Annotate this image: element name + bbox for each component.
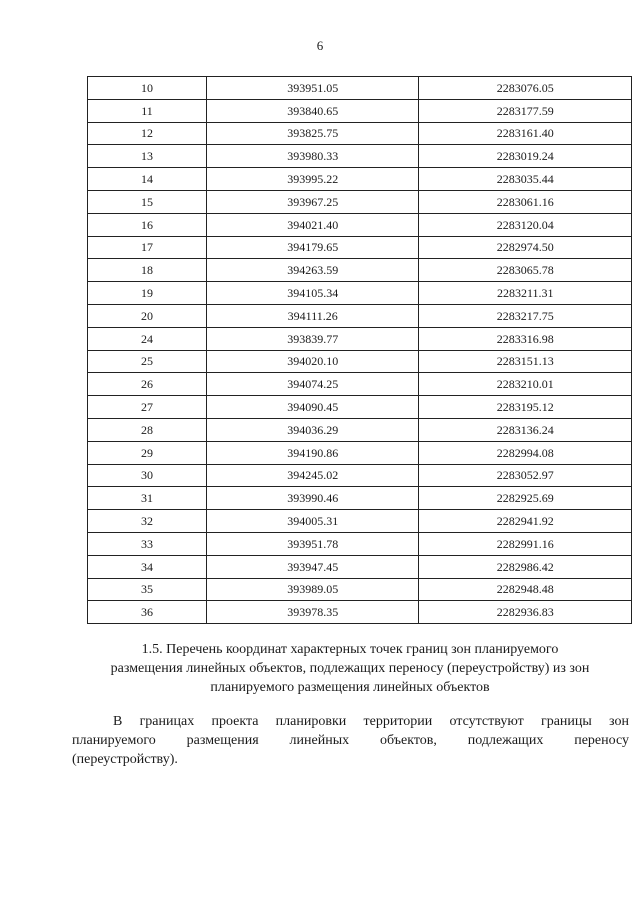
- y-coordinate-cell: 2282936.83: [419, 601, 632, 624]
- table-row: [88, 304, 632, 327]
- point-number-cell: 34: [88, 555, 207, 578]
- page-number: 6: [316, 38, 324, 53]
- x-coordinate-cell: 393995.22: [206, 168, 418, 191]
- table-row: [88, 464, 632, 487]
- table-row: [88, 236, 632, 259]
- table-row: [88, 396, 632, 419]
- y-coordinate-cell: 2282925.69: [419, 487, 632, 510]
- section-heading-line: 1.5. Перечень координат характерных точек границ зон планируемого: [141, 642, 559, 657]
- point-number-cell: 32: [88, 510, 207, 533]
- y-coordinate-cell: 2283065.78: [419, 259, 632, 282]
- table-row: [88, 373, 632, 396]
- point-number-cell: 24: [88, 327, 207, 350]
- x-coordinate-cell: 394021.40: [206, 213, 418, 236]
- table-row: [88, 168, 632, 191]
- y-coordinate-cell: 2283151.13: [419, 350, 632, 373]
- y-coordinate-cell: 2283035.44: [419, 168, 632, 191]
- x-coordinate-cell: 393989.05: [206, 578, 418, 601]
- x-coordinate-cell: 393978.35: [206, 601, 418, 624]
- x-coordinate-cell: 393980.33: [206, 145, 418, 168]
- y-coordinate-cell: 2282974.50: [419, 236, 632, 259]
- section-body-paragraph: [72, 712, 629, 769]
- table-row: [88, 213, 632, 236]
- x-coordinate-cell: 394190.86: [206, 441, 418, 464]
- point-number-cell: 26: [88, 373, 207, 396]
- y-coordinate-cell: 2282994.08: [419, 441, 632, 464]
- coordinates-table: [87, 76, 632, 624]
- point-number-cell: 29: [88, 441, 207, 464]
- paragraph-line: (переустройству).: [72, 752, 178, 767]
- x-coordinate-cell: 394245.02: [206, 464, 418, 487]
- x-coordinate-cell: 394074.25: [206, 373, 418, 396]
- y-coordinate-cell: 2283316.98: [419, 327, 632, 350]
- y-coordinate-cell: 2283195.12: [419, 396, 632, 419]
- y-coordinate-cell: 2282986.42: [419, 555, 632, 578]
- y-coordinate-cell: 2283210.01: [419, 373, 632, 396]
- point-number-cell: 11: [88, 99, 207, 122]
- point-number-cell: 16: [88, 213, 207, 236]
- y-coordinate-cell: 2283019.24: [419, 145, 632, 168]
- point-number-cell: 17: [88, 236, 207, 259]
- table-row: [88, 145, 632, 168]
- section-heading-line: планируемого размещения линейных объектов: [210, 680, 490, 695]
- x-coordinate-cell: 394263.59: [206, 259, 418, 282]
- point-number-cell: 10: [88, 77, 207, 100]
- x-coordinate-cell: 394005.31: [206, 510, 418, 533]
- table-row: [88, 327, 632, 350]
- point-number-cell: 25: [88, 350, 207, 373]
- table-row: [88, 601, 632, 624]
- point-number-cell: 13: [88, 145, 207, 168]
- y-coordinate-cell: 2283061.16: [419, 190, 632, 213]
- x-coordinate-cell: 393839.77: [206, 327, 418, 350]
- y-coordinate-cell: 2283052.97: [419, 464, 632, 487]
- paragraph-line: планируемого размещения линейных объектов, подлежащих переносу: [72, 733, 629, 748]
- point-number-cell: 36: [88, 601, 207, 624]
- point-number-cell: 14: [88, 168, 207, 191]
- point-number-cell: 15: [88, 190, 207, 213]
- x-coordinate-cell: 393967.25: [206, 190, 418, 213]
- table-row: [88, 350, 632, 373]
- y-coordinate-cell: 2283217.75: [419, 304, 632, 327]
- x-coordinate-cell: 394179.65: [206, 236, 418, 259]
- y-coordinate-cell: 2283177.59: [419, 99, 632, 122]
- x-coordinate-cell: 394090.45: [206, 396, 418, 419]
- y-coordinate-cell: 2283076.05: [419, 77, 632, 100]
- x-coordinate-cell: 393825.75: [206, 122, 418, 145]
- point-number-cell: 28: [88, 418, 207, 441]
- point-number-cell: 20: [88, 304, 207, 327]
- table-row: [88, 555, 632, 578]
- point-number-cell: 31: [88, 487, 207, 510]
- y-coordinate-cell: 2283211.31: [419, 282, 632, 305]
- table-row: [88, 282, 632, 305]
- x-coordinate-cell: 393951.78: [206, 532, 418, 555]
- x-coordinate-cell: 394105.34: [206, 282, 418, 305]
- x-coordinate-cell: 393840.65: [206, 99, 418, 122]
- point-number-cell: 35: [88, 578, 207, 601]
- y-coordinate-cell: 2282941.92: [419, 510, 632, 533]
- table-row: [88, 578, 632, 601]
- table-row: [88, 190, 632, 213]
- section-heading-line: размещения линейных объектов, подлежащих переносу (переустройству) из зон: [110, 661, 590, 676]
- y-coordinate-cell: 2282991.16: [419, 532, 632, 555]
- y-coordinate-cell: 2282948.48: [419, 578, 632, 601]
- x-coordinate-cell: 393951.05: [206, 77, 418, 100]
- section-heading: [70, 640, 630, 697]
- y-coordinate-cell: 2283120.04: [419, 213, 632, 236]
- table-row: [88, 532, 632, 555]
- paragraph-line: В границах проекта планировки территории отсутствуют границы зон: [113, 714, 629, 729]
- table-row: [88, 418, 632, 441]
- point-number-cell: 30: [88, 464, 207, 487]
- y-coordinate-cell: 2283161.40: [419, 122, 632, 145]
- table-row: [88, 99, 632, 122]
- x-coordinate-cell: 394036.29: [206, 418, 418, 441]
- x-coordinate-cell: 394020.10: [206, 350, 418, 373]
- point-number-cell: 18: [88, 259, 207, 282]
- point-number-cell: 12: [88, 122, 207, 145]
- table-row: [88, 510, 632, 533]
- y-coordinate-cell: 2283136.24: [419, 418, 632, 441]
- x-coordinate-cell: 393990.46: [206, 487, 418, 510]
- coordinates-table-body: [88, 77, 632, 624]
- x-coordinate-cell: 393947.45: [206, 555, 418, 578]
- table-row: [88, 259, 632, 282]
- point-number-cell: 19: [88, 282, 207, 305]
- table-row: [88, 487, 632, 510]
- x-coordinate-cell: 394111.26: [206, 304, 418, 327]
- table-row: [88, 122, 632, 145]
- point-number-cell: 33: [88, 532, 207, 555]
- table-row: [88, 441, 632, 464]
- table-row: [88, 77, 632, 100]
- point-number-cell: 27: [88, 396, 207, 419]
